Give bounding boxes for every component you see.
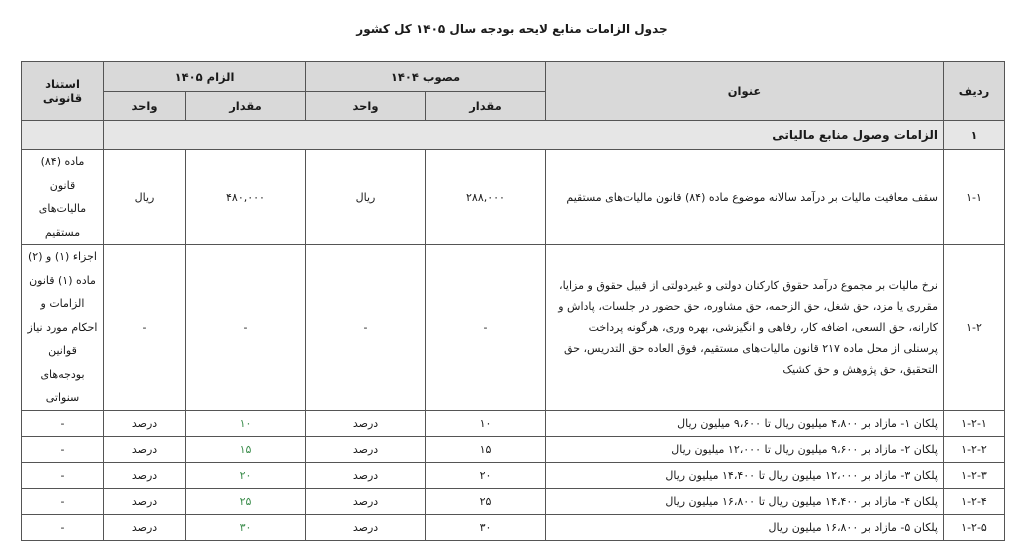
- header-required-1405: الزام ۱۴۰۵: [104, 62, 306, 92]
- table-row: [22, 150, 1005, 245]
- amount-1405: ۲۰: [186, 462, 306, 488]
- unit-1404: درصد: [306, 488, 426, 514]
- document-title: جدول الزامات منابع لایحه بودجه سال ۱۴۰۵ کل کشور: [356, 22, 668, 36]
- table-row: [22, 514, 1005, 540]
- header-row-top: [22, 62, 1005, 92]
- row-number: ۱-۲-۲: [944, 436, 1005, 462]
- table-row: [22, 488, 1005, 514]
- section-title: الزامات وصول منابع مالیاتی: [104, 121, 944, 150]
- section-empty-cell: [22, 121, 104, 150]
- table-row: [22, 462, 1005, 488]
- amount-1405: ۱۵: [186, 436, 306, 462]
- row-number: ۱-۲-۱: [944, 410, 1005, 436]
- header-unit-1405: واحد: [104, 92, 186, 121]
- unit-1404: درصد: [306, 410, 426, 436]
- row-number: ۱-۱: [944, 150, 1005, 245]
- unit-1404: -: [306, 245, 426, 411]
- legal-basis: ماده (۸۴) قانون مالیات‌های مستقیم: [22, 150, 104, 245]
- unit-1405: -: [104, 245, 186, 411]
- row-subject: سقف معافیت مالیات بر درآمد سالانه موضوع ماده (۸۴) قانون مالیات‌های مستقیم: [546, 150, 944, 245]
- row-number: ۱-۲-۳: [944, 462, 1005, 488]
- amount-1405: -: [186, 245, 306, 411]
- row-subject: پلکان ۱- مازاد بر ۴،۸۰۰ میلیون ریال تا ۹،۶۰۰ میلیون ریال: [546, 410, 944, 436]
- header-subject: عنوان: [546, 62, 944, 121]
- unit-1405: درصد: [104, 436, 186, 462]
- header-approved-1404: مصوب ۱۴۰۴: [306, 62, 546, 92]
- amount-1405: ۳۰: [186, 514, 306, 540]
- row-number: ۱-۲-۵: [944, 514, 1005, 540]
- unit-1404: درصد: [306, 462, 426, 488]
- legal-basis: -: [22, 488, 104, 514]
- header-unit-1404: واحد: [306, 92, 426, 121]
- header-amount-1404: مقدار: [426, 92, 546, 121]
- amount-1404: ۱۰: [426, 410, 546, 436]
- unit-1405: درصد: [104, 410, 186, 436]
- amount-1405: ۴۸۰,۰۰۰: [186, 150, 306, 245]
- unit-1405: درصد: [104, 462, 186, 488]
- unit-1405: درصد: [104, 488, 186, 514]
- unit-1405: درصد: [104, 514, 186, 540]
- row-number: ۱-۲: [944, 245, 1005, 411]
- row-subject: پلکان ۳- مازاد بر ۱۲،۰۰۰ میلیون ریال تا ۱۴،۴۰۰ میلیون ریال: [546, 462, 944, 488]
- row-subject: پلکان ۵- مازاد بر ۱۶،۸۰۰ میلیون ریال: [546, 514, 944, 540]
- header-amount-1405: مقدار: [186, 92, 306, 121]
- legal-basis: -: [22, 410, 104, 436]
- unit-1404: درصد: [306, 436, 426, 462]
- legal-basis: -: [22, 514, 104, 540]
- budget-requirements-table: [21, 61, 1005, 541]
- legal-basis: اجزاء (۱) و (۲) ماده (۱) قانون الزامات و احکام مورد نیاز قوانین بودجه‌های سنواتی: [22, 245, 104, 411]
- unit-1405: ریال: [104, 150, 186, 245]
- amount-1404: ۲۰: [426, 462, 546, 488]
- amount-1404: ۲۸۸,۰۰۰: [426, 150, 546, 245]
- legal-basis: -: [22, 436, 104, 462]
- amount-1404: ۳۰: [426, 514, 546, 540]
- amount-1404: ۲۵: [426, 488, 546, 514]
- row-subject: پلکان ۴- مازاد بر ۱۴،۴۰۰ میلیون ریال تا ۱۶،۸۰۰ میلیون ریال: [546, 488, 944, 514]
- unit-1404: ریال: [306, 150, 426, 245]
- amount-1405: ۲۵: [186, 488, 306, 514]
- section-number: ۱: [944, 121, 1005, 150]
- legal-basis: -: [22, 462, 104, 488]
- row-subject: پلکان ۲- مازاد بر ۹،۶۰۰ میلیون ریال تا ۱۲،۰۰۰ میلیون ریال: [546, 436, 944, 462]
- header-legal-basis: استناد قانونی: [22, 62, 104, 121]
- unit-1404: درصد: [306, 514, 426, 540]
- row-subject: نرخ مالیات بر مجموع درآمد حقوق کارکنان دولتی و غیردولتی از قبیل حقوق و مزایا، مقرری یا مزد، حق شغل، حق الزحمه، حق مشاوره، حق حضور در جلسات، پاداش و کارانه، حق السعی، اضافه کار، رفاهی و انگیزشی، بهره وری، هرگونه پرداخت پرسنلی از محل ماده ۲۱۷ قانون مالیات‌های مستقیم، فوق العاده حق التدریس، حق التحقیق، حق پژوهش و حق کشیک: [546, 245, 944, 411]
- table-row: [22, 410, 1005, 436]
- table-row: [22, 436, 1005, 462]
- amount-1405: ۱۰: [186, 410, 306, 436]
- row-number: ۱-۲-۴: [944, 488, 1005, 514]
- section-row: [22, 121, 1005, 150]
- header-row-number: ردیف: [944, 62, 1005, 121]
- table-row: [22, 245, 1005, 411]
- amount-1404: ۱۵: [426, 436, 546, 462]
- amount-1404: -: [426, 245, 546, 411]
